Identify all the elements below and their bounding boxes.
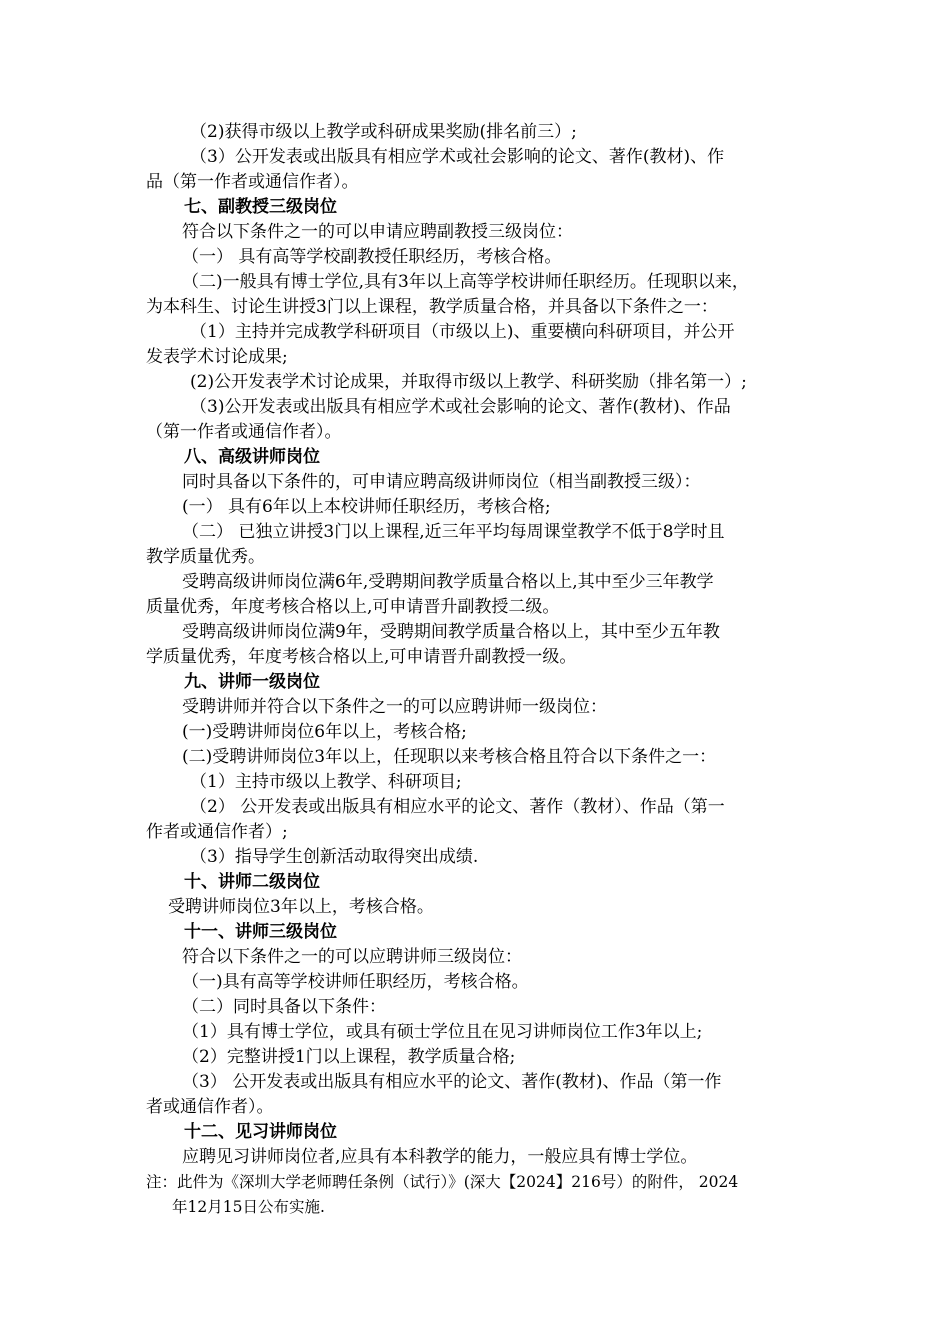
paragraph-line: （3）指导学生创新活动取得突出成绩. [190, 847, 479, 867]
paragraph-line: （一)具有高等学校讲师任职经历，考核合格。 [182, 972, 529, 992]
paragraph-line: （3）公开发表或出版具有相应学术或社会影响的论文、著作(教材)、作 [190, 147, 725, 167]
paragraph-line: （第一作者或通信作者）。 [146, 422, 342, 442]
paragraph-line: 符合以下条件之一的可以应聘讲师三级岗位： [182, 947, 522, 967]
paragraph-line: (一） 具有6年以上本校讲师任职经历，考核合格; [182, 497, 551, 517]
paragraph-line: 为本科生、讨论生讲授3门以上课程，教学质量合格，并具备以下条件之一： [146, 297, 718, 317]
paragraph-line: 者或通信作者）。 [146, 1097, 274, 1117]
paragraph-line: （二)一般具有博士学位,具有3年以上高等学校讲师任职经历。任现职以来， [182, 272, 749, 292]
paragraph-line: （一） 具有高等学校副教授任职经历，考核合格。 [182, 247, 562, 267]
paragraph-line: (一)受聘讲师岗位6年以上，考核合格; [182, 722, 467, 742]
paragraph-line: (2)公开发表学术讨论成果，并取得市级以上教学、科研奖励（排名第一）; [190, 372, 747, 392]
section-heading-8: 八、高级讲师岗位 [184, 447, 320, 467]
paragraph-line: （3） 公开发表或出版具有相应水平的论文、著作(教材)、作品（第一作 [182, 1072, 722, 1092]
section-heading-10: 十、讲师二级岗位 [184, 872, 320, 892]
section-heading-9: 九、讲师一级岗位 [184, 672, 320, 692]
paragraph-line: 品（第一作者或通信作者）。 [146, 172, 359, 192]
footnote-line: 年12月15日公布实施. [172, 1198, 325, 1216]
paragraph-line: （二）同时具备以下条件： [182, 997, 386, 1017]
paragraph-line: 学质量优秀，年度考核合格以上,可申请晋升副教授一级。 [146, 647, 577, 667]
paragraph-line: 作者或通信作者）; [146, 822, 288, 842]
paragraph-line: 同时具备以下条件的，可申请应聘高级讲师岗位（相当副教授三级）： [182, 472, 701, 492]
document-page [146, 120, 812, 1220]
section-heading-12: 十二、见习讲师岗位 [184, 1122, 337, 1142]
paragraph-line: 教学质量优秀。 [146, 547, 265, 567]
paragraph-line: (二)受聘讲师岗位3年以上，任现职以来考核合格且符合以下条件之一： [182, 747, 717, 767]
paragraph-line: （1）主持市级以上教学、科研项目; [190, 772, 462, 792]
paragraph-line: （2)获得市级以上教学或科研成果奖励(排名前三）; [190, 122, 577, 142]
paragraph-line: （2）完整讲授1门以上课程，教学质量合格; [182, 1047, 516, 1067]
paragraph-line: 受聘高级讲师岗位满9年，受聘期间教学质量合格以上，其中至少五年教 [182, 622, 720, 642]
paragraph-line: 符合以下条件之一的可以申请应聘副教授三级岗位： [182, 222, 573, 242]
paragraph-line: （1）具有博士学位，或具有硕士学位且在见习讲师岗位工作3年以上; [182, 1022, 703, 1042]
paragraph-line: 受聘讲师并符合以下条件之一的可以应聘讲师一级岗位： [182, 697, 607, 717]
paragraph-line: 应聘见习讲师岗位者,应具有本科教学的能力，一般应具有博士学位。 [182, 1147, 698, 1167]
section-heading-7: 七、副教授三级岗位 [184, 197, 337, 217]
section-heading-11: 十一、讲师三级岗位 [184, 922, 337, 942]
footnote-line: 注：此件为《深圳大学老师聘任条例（试行）》(深大【2024】216号）的附件， 2024 [146, 1173, 739, 1191]
paragraph-line: （二） 已独立讲授3门以上课程,近三年平均每周课堂教学不低于8学时且 [182, 522, 725, 542]
paragraph-line: （2） 公开发表或出版具有相应水平的论文、著作（教材）、作品（第一 [190, 797, 725, 817]
paragraph-line: 质量优秀，年度考核合格以上,可申请晋升副教授二级。 [146, 597, 560, 617]
paragraph-line: （3)公开发表或出版具有相应学术或社会影响的论文、著作(教材)、作品 [190, 397, 731, 417]
paragraph-line: （1）主持并完成教学科研项目（市级以上)、重要横向科研项目，并公开 [190, 322, 735, 342]
paragraph-line: 受聘高级讲师岗位满6年,受聘期间教学质量合格以上,其中至少三年教学 [182, 572, 714, 592]
paragraph-line: 受聘讲师岗位3年以上，考核合格。 [168, 897, 434, 917]
paragraph-line: 发表学术讨论成果; [146, 347, 288, 367]
